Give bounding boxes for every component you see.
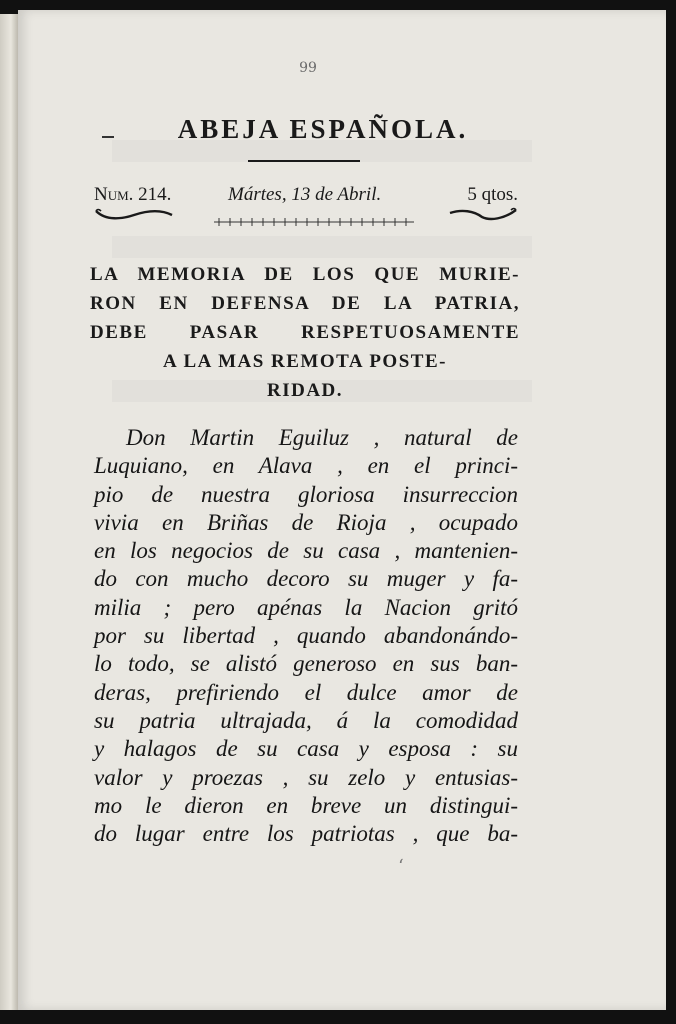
body-paragraph: [94, 424, 518, 848]
body-line: mo le dieron en breve un distingui-: [94, 792, 518, 818]
body-line: lo todo, se alistó generoso en sus ban-: [94, 651, 518, 677]
body-line: deras, prefiriendo el dulce amor de: [94, 679, 518, 705]
book-spine: [0, 14, 18, 1010]
body-line: pio de nuestra gloriosa insurreccion: [94, 481, 518, 507]
issue-number: Num. 214.: [94, 184, 172, 205]
body-line: su patria ultrajada, á la comodidad: [94, 707, 518, 733]
bleed-through: [112, 236, 532, 258]
body-line: por su libertad , quando abandonándo-: [94, 623, 518, 649]
body-line: vivia en Briñas de Rioja , ocupado: [94, 509, 518, 535]
body-line: do con mucho decoro su muger y fa-: [94, 566, 518, 592]
headline-line: A LA MAS REMOTA POSTE-: [163, 351, 447, 372]
masthead-title: ABEJA ESPAÑOLA.: [177, 114, 469, 144]
body-line: en los negocios de su casa , mantenien-: [94, 538, 518, 564]
body-line: Don Martin Eguiluz , natural de: [126, 425, 518, 450]
swash-ornament-left: [94, 207, 174, 223]
issue-date: Mártes, 13 de Abril.: [228, 184, 382, 205]
headline-line: RON EN DEFENSA DE LA PATRIA,: [90, 293, 520, 314]
headline-line: DEBE PASAR RESPETUOSAMENTE: [90, 322, 520, 343]
cross-rule-ornament: [214, 216, 414, 228]
headline: [90, 260, 520, 405]
issue-line: [94, 184, 518, 208]
body-line: y halagos de su casa y esposa : su: [94, 736, 518, 762]
body-line: Luquiano, en Alava , en el princi-: [94, 453, 518, 479]
swash-ornament-right: [448, 207, 518, 223]
issue-price: 5 qtos.: [467, 184, 518, 205]
body-line: milia ; pero apénas la Nacion gritó: [94, 594, 518, 620]
document-page: [18, 10, 666, 1010]
headline-line: RIDAD.: [266, 380, 344, 401]
ink-speck: ‘: [398, 856, 404, 877]
body-line: do lugar entre los patriotas , que ba-: [94, 821, 518, 847]
headline-line: LA MEMORIA DE LOS QUE MURIE-: [90, 264, 520, 285]
body-line: valor y proezas , su zelo y entusias-: [94, 764, 518, 790]
page-number: 99: [299, 60, 317, 76]
masthead-rule: [248, 160, 360, 162]
